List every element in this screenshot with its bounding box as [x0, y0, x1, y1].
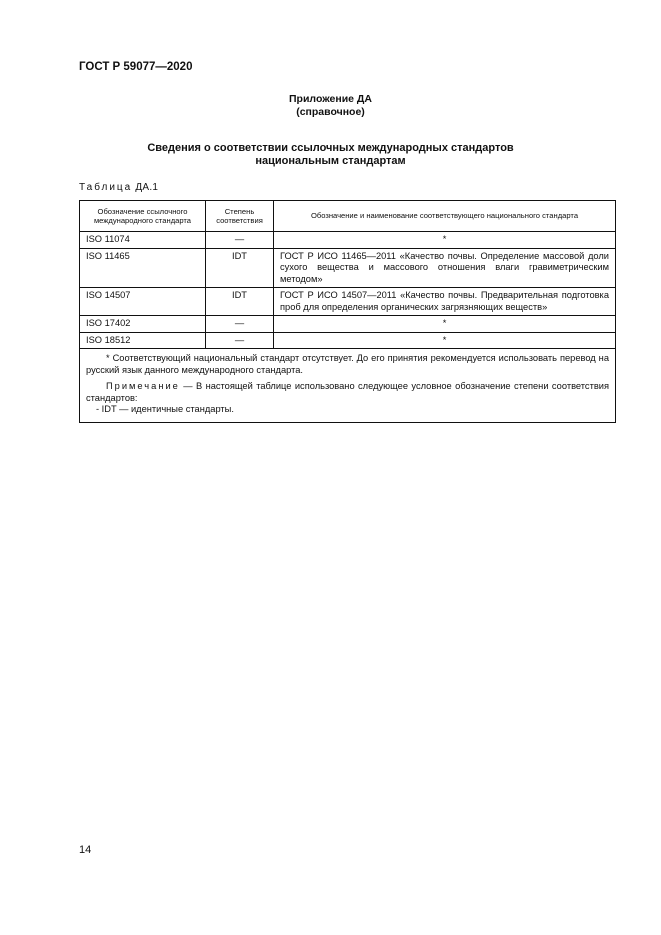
table-notes — [80, 349, 616, 423]
note-text: — В настоящей таблице использовано следующее условное обозначение степени соответствия стандартов: — [86, 381, 609, 403]
table-row — [80, 248, 616, 288]
cell-national: ГОСТ Р ИСО 11465—2011 «Качество почвы. Определение массовой доли сухого вещества и массового отношения влаги гравиметрическим методом» — [274, 248, 616, 288]
cell-national: * — [274, 332, 616, 349]
table-label-word: Таблица — [79, 182, 133, 193]
table-notes-row — [80, 349, 616, 423]
cell-ref: ISO 14507 — [80, 288, 206, 316]
cell-degree: — — [206, 316, 274, 333]
footnote-text: * Соответствующий национальный стандарт отсутствует. До его принятия рекомендуется использовать перевод на русский язык данного международного стандарта. — [86, 353, 609, 375]
note-paragraph — [86, 381, 609, 404]
table-row — [80, 288, 616, 316]
cell-national: ГОСТ Р ИСО 14507—2011 «Качество почвы. Предварительная подготовка проб для определения органических загрязняющих веществ» — [274, 288, 616, 316]
table-label-number: ДА.1 — [135, 182, 159, 193]
section-heading-line-1: Сведения о соответствии ссылочных международных стандартов — [147, 142, 514, 154]
annex-title: Приложение ДА — [289, 93, 372, 105]
cell-national: * — [274, 316, 616, 333]
cell-ref: ISO 18512 — [80, 332, 206, 349]
cell-ref: ISO 11465 — [80, 248, 206, 288]
cell-degree: IDT — [206, 248, 274, 288]
page-number: 14 — [79, 844, 92, 856]
header-ref-standard: Обозначение ссылочного международного стандарта — [80, 201, 206, 232]
section-heading — [100, 142, 561, 168]
document-code: ГОСТ Р 59077—2020 — [79, 61, 193, 73]
table-row — [80, 316, 616, 333]
cell-ref: ISO 17402 — [80, 316, 206, 333]
cell-degree: — — [206, 332, 274, 349]
cell-degree: — — [206, 232, 274, 249]
cell-degree: IDT — [206, 288, 274, 316]
table-label — [79, 182, 158, 193]
header-degree: Степень соответствия — [206, 201, 274, 232]
annex-subtitle: (справочное) — [296, 106, 365, 118]
section-heading-line-2: национальным стандартам — [255, 155, 406, 167]
table-row — [80, 232, 616, 249]
table-row — [80, 332, 616, 349]
cell-ref: ISO 11074 — [80, 232, 206, 249]
note-item: - IDT — идентичные стандарты. — [96, 404, 234, 414]
correspondence-table — [79, 200, 616, 423]
note-label: Примечание — [106, 381, 180, 391]
header-national-standard: Обозначение и наименование соответствующего национального стандарта — [274, 201, 616, 232]
cell-national: * — [274, 232, 616, 249]
table-header-row — [80, 201, 616, 232]
